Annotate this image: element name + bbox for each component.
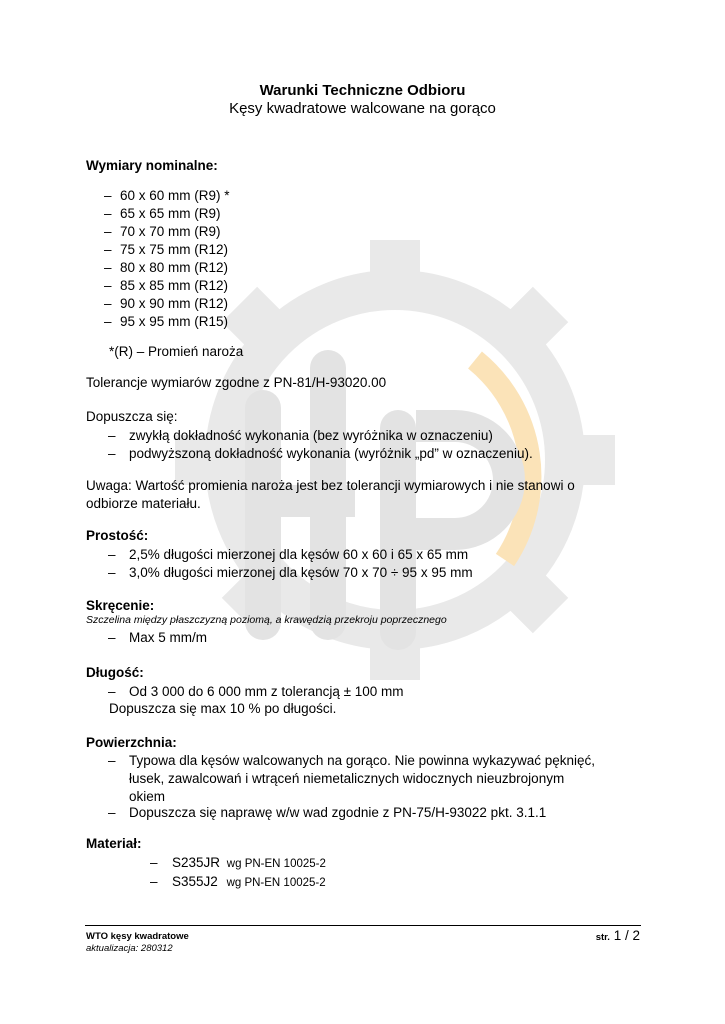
length-list bbox=[108, 683, 404, 701]
length-heading: Długość: bbox=[86, 665, 144, 680]
surface-item-1: – Typowa dla kęsów walcowanych na gorąco. Nie powinna wykazywać pęknięć, łusek, zawalcowań i wtrąceń niemetalicznych widocznych nieuzbrojonym okiem bbox=[108, 753, 595, 804]
material-item: – S355J2 wg PN-EN 10025-2 bbox=[150, 874, 326, 889]
straightness-heading: Prostość: bbox=[86, 528, 149, 543]
allowed-list bbox=[108, 427, 533, 463]
list-item: – 70 x 70 mm (R9) bbox=[104, 224, 221, 239]
list-item: – podwyższoną dokładność wykonania (wyróżnik „pd” w oznaczeniu). bbox=[108, 446, 533, 461]
list-item: – 95 x 95 mm (R15) bbox=[104, 314, 229, 329]
document-title: Warunki Techniczne Odbioru bbox=[259, 82, 466, 99]
twist-note: Szczelina między płaszczyzną poziomą, a krawędzią przekroju poprzecznego bbox=[86, 614, 447, 626]
footer-updated: aktualizacja: 280312 bbox=[86, 943, 173, 954]
surface-heading: Powierzchnia: bbox=[86, 735, 177, 750]
straightness-list bbox=[108, 546, 473, 582]
list-item: – 85 x 85 mm (R12) bbox=[104, 278, 229, 293]
remark-line-1: Uwaga: Wartość promienia naroża jest bez tolerancji wymiarowych i nie stanowi o bbox=[86, 478, 575, 493]
list-item: – 90 x 90 mm (R12) bbox=[104, 296, 229, 311]
twist-list bbox=[108, 629, 207, 647]
twist-heading: Skręcenie: bbox=[86, 598, 155, 613]
document-subtitle: Kęsy kwadratowe walcowane na gorąco bbox=[229, 100, 496, 117]
surface-item-2: – Dopuszcza się naprawę w/w wad zgodnie z PN-75/H-93022 pkt. 3.1.1 bbox=[108, 805, 547, 820]
footer-doc-name: WTO kęsy kwadratowe bbox=[86, 931, 189, 942]
footer-divider bbox=[85, 925, 641, 926]
dimensions-heading: Wymiary nominalne: bbox=[86, 158, 218, 173]
list-item: – Od 3 000 do 6 000 mm z tolerancją ± 100 mm bbox=[108, 684, 404, 699]
list-item: – zwykłą dokładność wykonania (bez wyróżnika w oznaczeniu) bbox=[108, 428, 493, 443]
allowed-heading: Dopuszcza się: bbox=[86, 409, 178, 424]
material-heading: Materiał: bbox=[86, 836, 142, 851]
remark-line-2: odbiorze materiału. bbox=[86, 496, 201, 511]
list-item: – 60 x 60 mm (R9) * bbox=[104, 188, 230, 203]
list-item: – 75 x 75 mm (R12) bbox=[104, 242, 229, 257]
list-item: – Max 5 mm/m bbox=[108, 630, 208, 645]
length-extra: Dopuszcza się max 10 % po długości. bbox=[109, 701, 337, 716]
radius-footnote: *(R) – Promień naroża bbox=[109, 344, 244, 359]
list-item: – 3,0% długości mierzonej dla kęsów 70 x 70 ÷ 95 x 95 mm bbox=[108, 565, 473, 580]
list-item: – 2,5% długości mierzonej dla kęsów 60 x 60 i 65 x 65 mm bbox=[108, 547, 469, 562]
list-item: – 65 x 65 mm (R9) bbox=[104, 206, 221, 221]
material-item: – S235JR wg PN-EN 10025-2 bbox=[150, 855, 326, 870]
dimensions-list bbox=[104, 187, 230, 331]
page-number: str. 1 / 2 bbox=[595, 928, 640, 943]
tolerance-text: Tolerancje wymiarów zgodne z PN-81/H-93020.00 bbox=[86, 375, 387, 390]
list-item: – 80 x 80 mm (R12) bbox=[104, 260, 229, 275]
